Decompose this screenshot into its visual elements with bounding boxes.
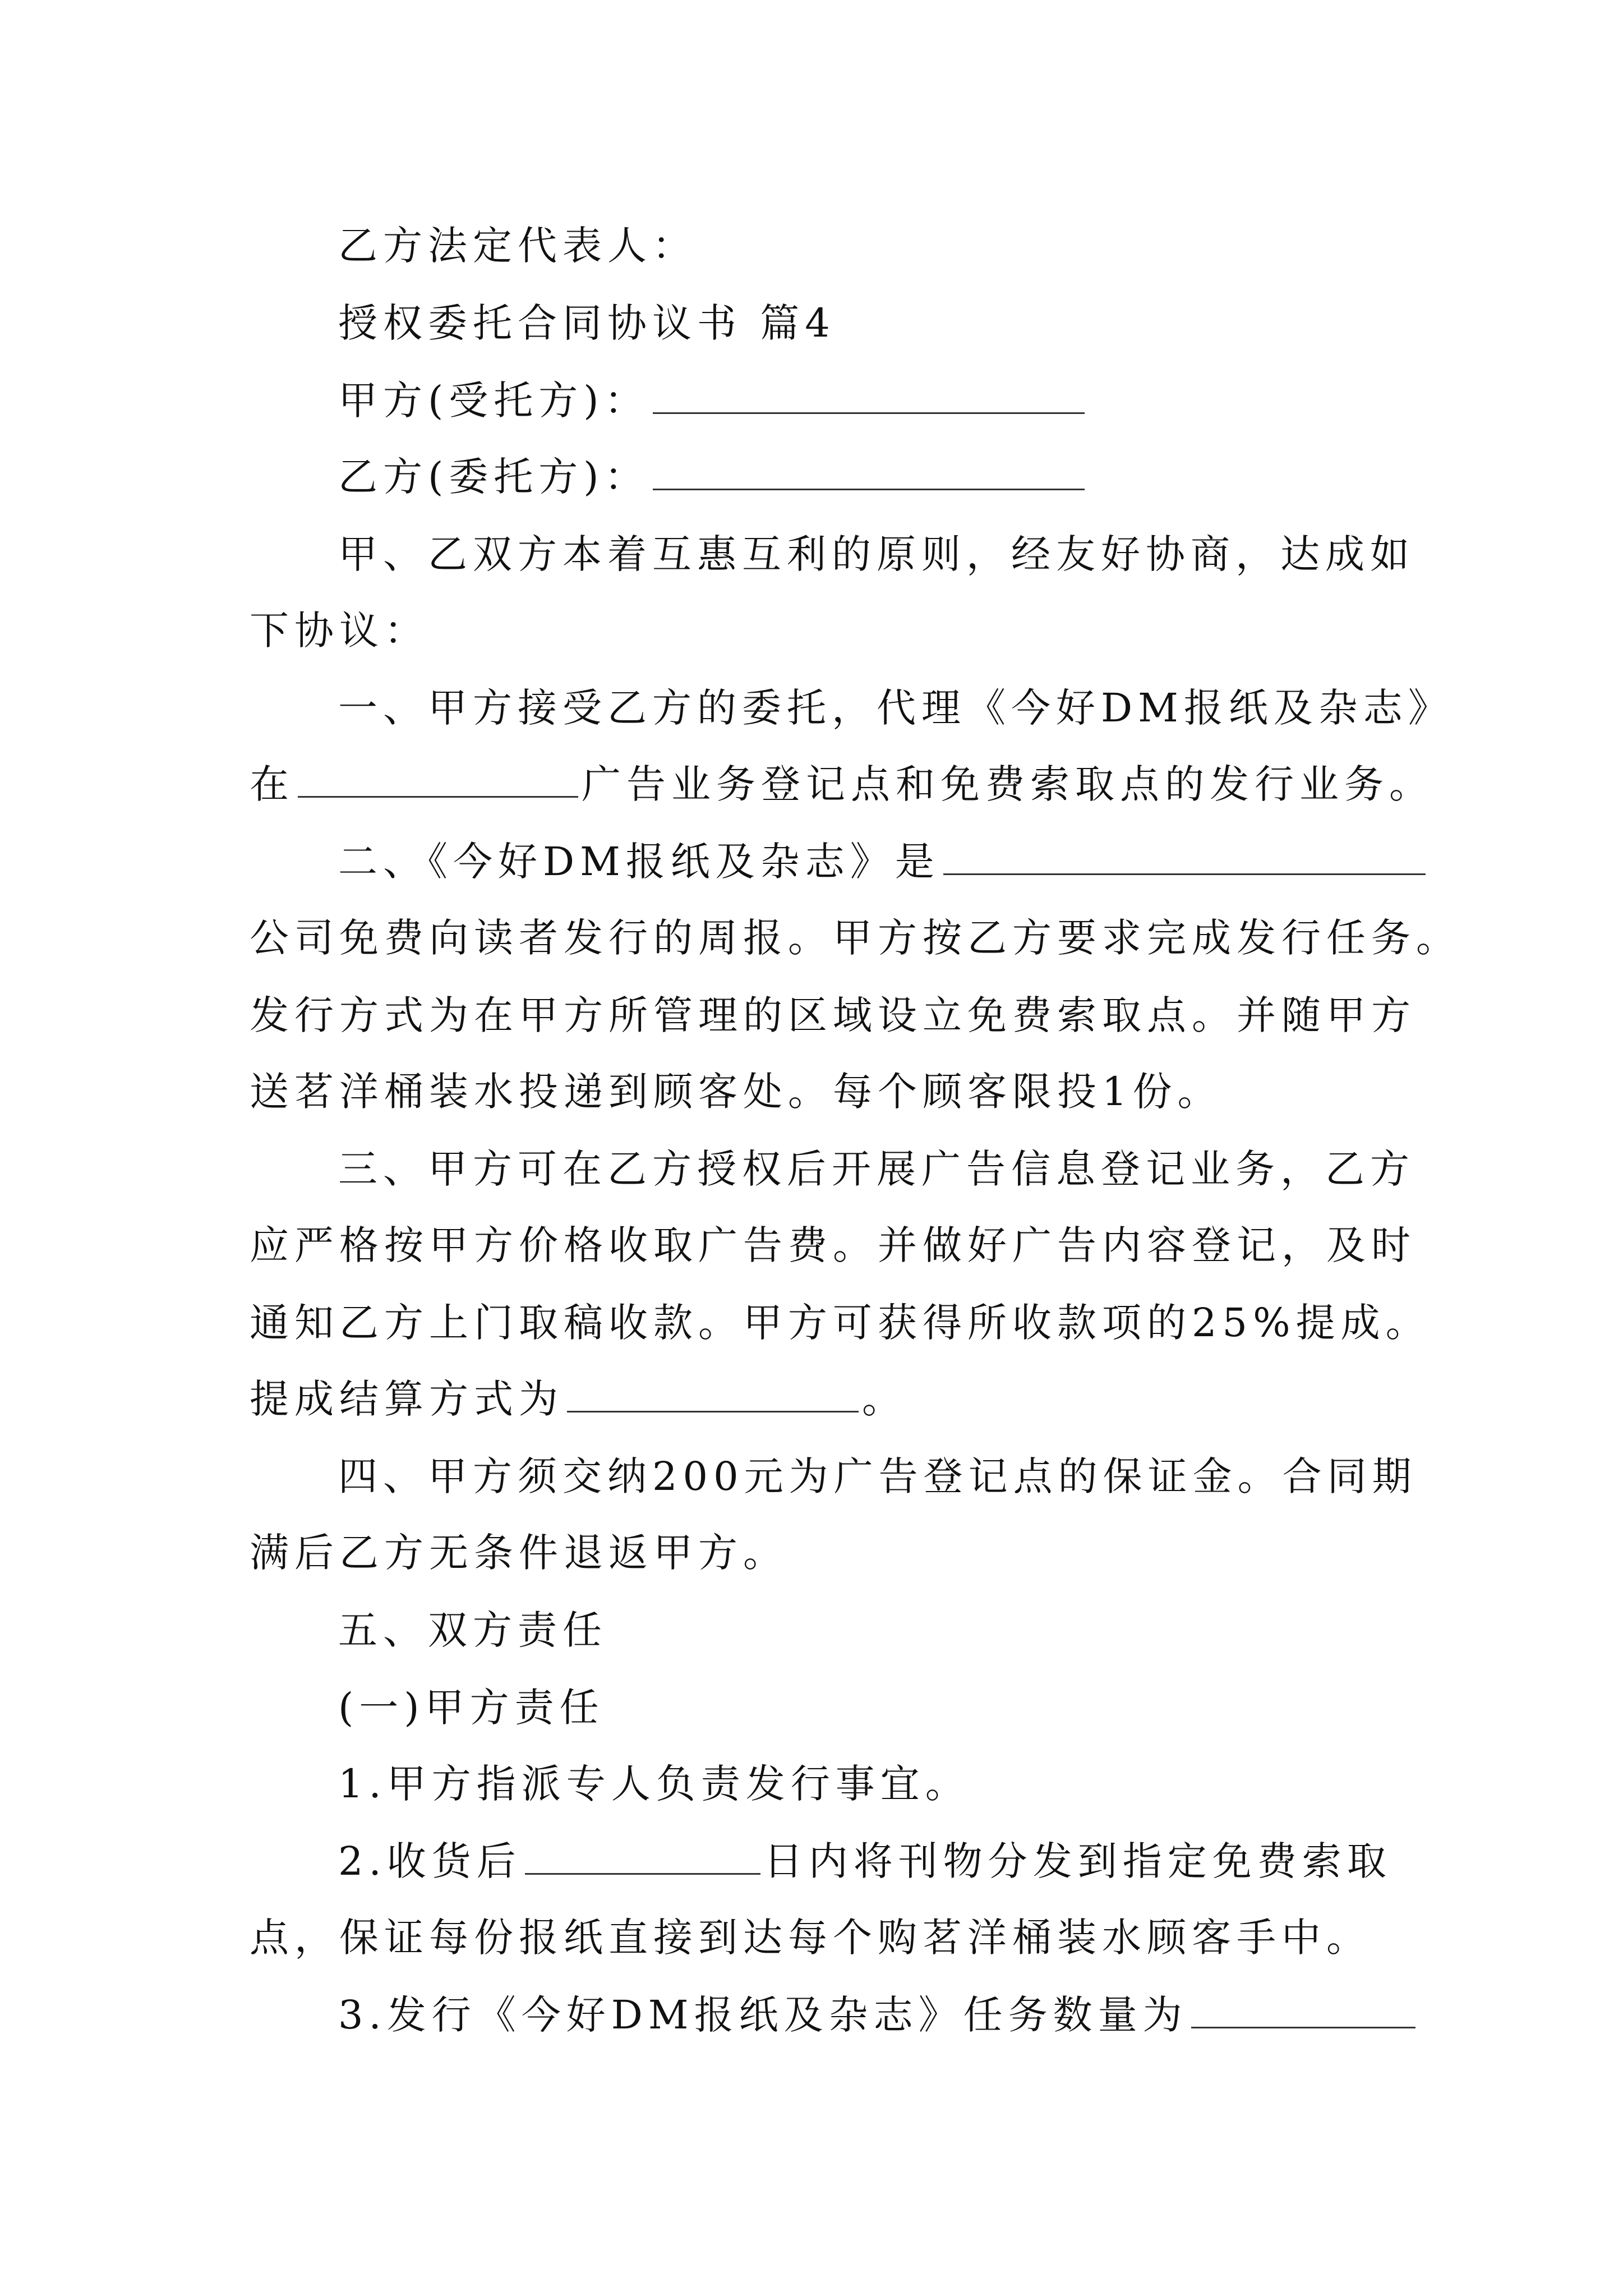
days-blank <box>525 1836 760 1875</box>
party-b-blank <box>653 452 1085 490</box>
party-a-blank <box>653 375 1085 414</box>
party-a-duties-heading: (一)甲方责任 <box>338 1685 605 1731</box>
party-b-principal-line: 乙方(委托方)： <box>250 443 1377 510</box>
paragraph-intro-line2: 下协议： <box>250 608 429 654</box>
clause-1-line2: 在 广告业务登记点和免费索取点的发行业务。 <box>250 751 1377 818</box>
clause-3-line3: 通知乙方上门取稿收款。甲方可获得所收款项的25%提成。 <box>250 1300 1431 1346</box>
clause-4-line1: 四、甲方须交纳200元为广告登记点的保证金。合同期 <box>338 1453 1417 1499</box>
clause-4-line2: 满后乙方无条件退返甲方。 <box>250 1530 788 1576</box>
clause-2-line4: 送茗洋桶装水投递到顾客处。每个顾客限投1份。 <box>250 1069 1223 1115</box>
clause-2-line2: 公司免费向读者发行的周报。甲方按乙方要求完成发行任务。 <box>250 915 1461 961</box>
duty-2-line1: 2.收货后 日内将刊物分发到指定免费索取 <box>250 1828 1377 1895</box>
quantity-blank <box>1191 1990 1415 2028</box>
clause-3-line4: 提成结算方式为 。 <box>250 1365 1377 1433</box>
clause-2-line1: 二、《今好DM报纸及杂志》是 <box>250 828 1377 895</box>
clause-3-line2: 应严格按甲方价格收取广告费。并做好广告内容登记，及时 <box>250 1222 1416 1268</box>
duty-1: 1.甲方指派专人负责发行事宜。 <box>338 1761 970 1807</box>
duty-2-line2: 点，保证每份报纸直接到达每个购茗洋桶装水顾客手中。 <box>250 1915 1371 1961</box>
duty-3: 3.发行《今好DM报纸及杂志》任务数量为 <box>250 1981 1377 2049</box>
company-blank <box>943 836 1426 875</box>
paragraph-intro-line1: 甲、乙双方本着互惠互利的原则，经友好协商，达成如 <box>338 531 1415 577</box>
clause-2-line3: 发行方式为在甲方所管理的区域设立免费索取点。并随甲方 <box>250 992 1416 1038</box>
clause-3-line1: 三、甲方可在乙方授权后开展广告信息登记业务，乙方 <box>338 1146 1415 1192</box>
location-blank <box>298 759 578 798</box>
party-a-trustee-line: 甲方(受托方)： <box>250 367 1377 434</box>
section-title: 授权委托合同协议书 篇4 <box>338 300 836 346</box>
clause-5-heading: 五、双方责任 <box>338 1607 607 1653</box>
clause-1-line1: 一、甲方接受乙方的委托，代理《今好DM报纸及杂志》 <box>338 685 1453 731</box>
party-b-legal-representative: 乙方法定代表人： <box>338 223 697 269</box>
settlement-method-blank <box>567 1374 859 1412</box>
